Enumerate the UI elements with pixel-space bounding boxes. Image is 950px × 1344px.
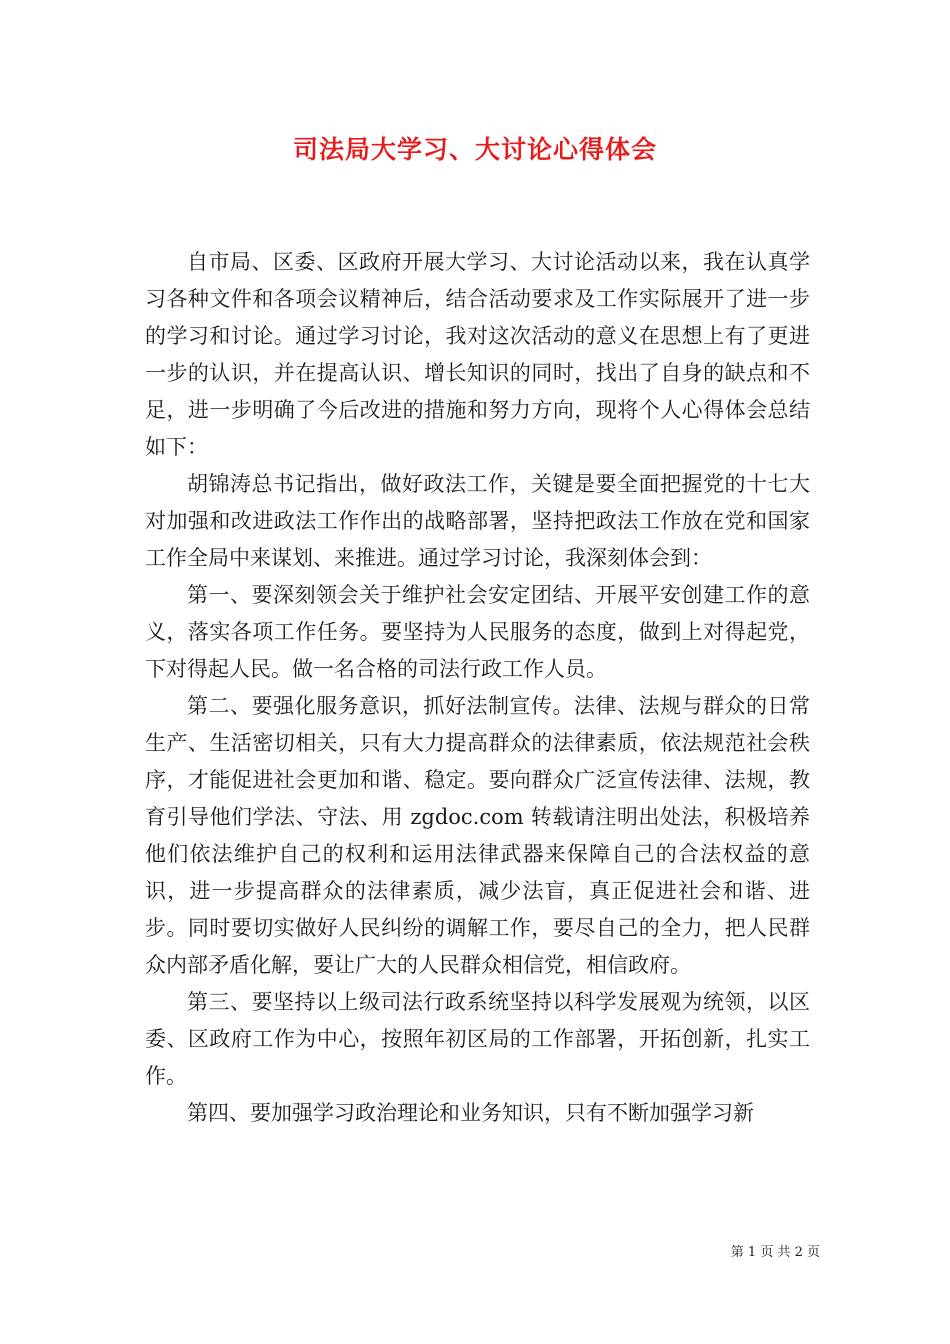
paragraph-intro: 自市局、区委、区政府开展大学习、大讨论活动以来，我在认真学习各种文件和各项会议精神后，结合活动要求及工作实际展开了进一步的学习和讨论。通过学习讨论，我对这次活动的意义在思想上有了更进一步的认识，并在提高认识、增长知识的同时，找出了自身的缺点和不足，进一步明确了今后改进的措施和努力方向，现将个人心得体会总结如下： (145, 250, 810, 459)
document-body (145, 244, 810, 1132)
paragraph-quote: 胡锦涛总书记指出，做好政法工作，关键是要全面把握党的十七大对加强和改进政法工作作出的战略部署，坚持把政法工作放在党和国家工作全局中来谋划、来推进。通过学习讨论，我深刻体会到： (145, 472, 810, 570)
page-number: 第 1 页 共 2 页 (730, 1245, 820, 1260)
document-title: 司法局大学习、大讨论心得体会 (292, 135, 657, 164)
paragraph-point-2: 第二、要强化服务意识，抓好法制宣传。法律、法规与群众的日常生产、生活密切相关，只有大力提高群众的法律素质，依法规范社会秩序，才能促进社会更加和谐、稳定。要向群众广泛宣传法律、法规，教育引导他们学法、守法、用 zgdoc.com 转载请注明出处法，积极培养他们依法维护自己的权利和运用法律武器来保障自己的合法权益的意识，进一步提高群众的法律素质，减少法盲，真正促进社会和谐、进步。同时要切实做好人民纠纷的调解工作，要尽自己的全力，把人民群众内部矛盾化解，要让广大的人民群众相信党，相信政府。 (145, 694, 810, 977)
paragraph-point-1: 第一、要深刻领会关于维护社会安定团结、开展平安创建工作的意义，落实各项工作任务。要坚持为人民服务的态度，做到上对得起党，下对得起人民。做一名合格的司法行政工作人员。 (145, 583, 810, 681)
paragraph-point-4: 第四、要加强学习政治理论和业务知识，只有不断加强学习新 (187, 1101, 754, 1125)
paragraph-point-3: 第三、要坚持以上级司法行政系统坚持以科学发展观为统领，以区委、区政府工作为中心，按照年初区局的工作部署，开拓创新，扎实工作。 (145, 990, 810, 1088)
